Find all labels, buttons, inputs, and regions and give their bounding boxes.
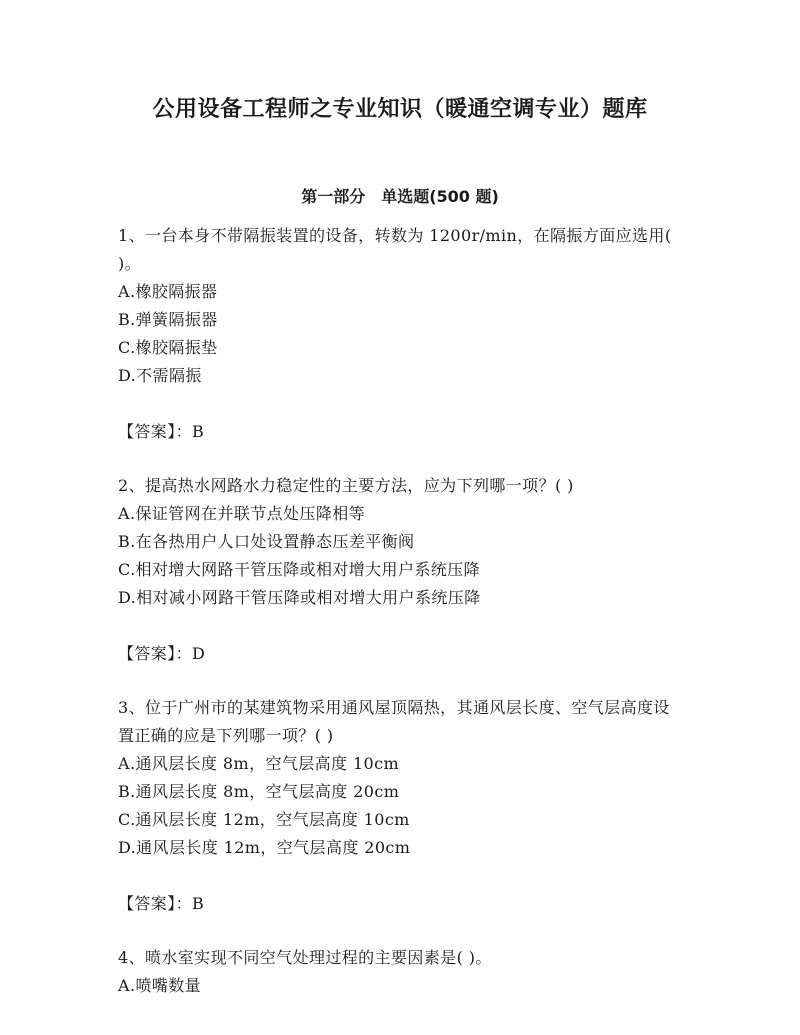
option-c: C.通风层长度 12m，空气层高度 10cm xyxy=(118,810,410,829)
option-d: D.相对减小网路干管压降或相对增大用户系统压降 xyxy=(118,588,481,607)
option-a: A.橡胶隔振器 xyxy=(118,282,218,301)
question-stem: 4、喷水室实现不同空气处理过程的主要因素是( )。 xyxy=(118,948,492,967)
option-d: D.通风层长度 12m，空气层高度 20cm xyxy=(118,838,411,857)
question-item xyxy=(118,694,684,918)
question-stem: 1、一台本身不带隔振装置的设备，转数为 1200r/min，在隔振方面应选用( )。 xyxy=(118,226,672,273)
option-b: B.在各热用户人口处设置静态压差平衡阀 xyxy=(118,532,415,551)
question-list xyxy=(118,222,684,1026)
option-d: D.不需隔振 xyxy=(118,366,202,385)
option-b: B.通风层长度 8m，空气层高度 20cm xyxy=(118,782,400,801)
answer-label: 【答案】：B xyxy=(118,422,205,441)
option-a: A.通风层长度 8m，空气层高度 10cm xyxy=(118,754,400,773)
page-title: 公用设备工程师之专业知识（暖通空调专业）题库 xyxy=(152,97,648,122)
question-item xyxy=(118,472,684,668)
option-a: A.保证管网在并联节点处压降相等 xyxy=(118,504,366,523)
question-item xyxy=(118,944,684,1000)
section-title: 第一部分 单选题(500 题) xyxy=(301,187,499,206)
answer-label: 【答案】：D xyxy=(118,644,206,663)
option-b: B.弹簧隔振器 xyxy=(118,310,218,329)
question-stem: 2、提高热水网路水力稳定性的主要方法，应为下列哪一项？( ) xyxy=(118,476,574,495)
option-c: C.橡胶隔振垫 xyxy=(118,338,218,357)
answer-label: 【答案】：B xyxy=(118,894,205,913)
question-stem: 3、位于广州市的某建筑物采用通风屋顶隔热，其通风层长度、空气层高度设置正确的应是下列哪一项？( ) xyxy=(118,698,670,745)
option-c: C.相对增大网路干管压降或相对增大用户系统压降 xyxy=(118,560,480,579)
option-a: A.喷嘴数量 xyxy=(118,976,202,995)
question-item xyxy=(118,222,684,446)
